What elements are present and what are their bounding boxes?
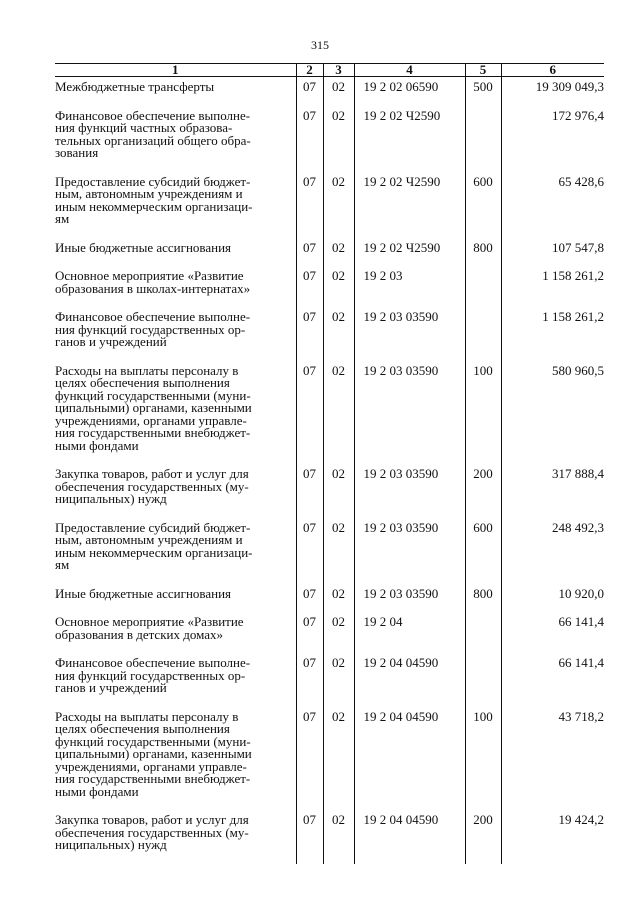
section-code: 07 <box>296 584 323 613</box>
target-article-code: 19 2 03 03590 <box>354 307 465 361</box>
budget-table <box>55 63 604 864</box>
section-code: 07 <box>296 307 323 361</box>
column-header: 4 <box>354 64 465 77</box>
expense-name: Иные бюджетные ассигнования <box>55 239 232 255</box>
expense-name: Основное мероприятие «Развитие образования в детских домах» <box>55 614 244 642</box>
expense-type-code: 500 <box>465 77 501 106</box>
page-number: 315 <box>311 38 329 52</box>
expense-name: Предоставление субсидий бюджет- ным, автономным учреждениям и иным некоммерческим организаци- ям <box>55 173 253 226</box>
subsection-code: 02 <box>323 106 354 172</box>
table-row <box>55 518 604 584</box>
subsection-code: 02 <box>323 361 354 465</box>
expense-type-code: 800 <box>465 584 501 613</box>
column-header: 1 <box>55 64 296 77</box>
section-code: 07 <box>296 518 323 584</box>
column-header: 3 <box>323 64 354 77</box>
table-row <box>55 172 604 238</box>
expense-type-code: 200 <box>465 464 501 518</box>
target-article-code: 19 2 03 03590 <box>354 464 465 518</box>
expense-name: Финансовое обеспечение выполне- ния функций государственных ор- ганов и учреждений <box>55 309 251 349</box>
table-row <box>55 266 604 307</box>
table-row <box>55 464 604 518</box>
amount: 248 492,3 <box>501 518 604 584</box>
amount: 43 718,2 <box>501 707 604 811</box>
expense-type-code <box>465 266 501 307</box>
expense-name: Иные бюджетные ассигнования <box>55 585 232 601</box>
target-article-code: 19 2 03 03590 <box>354 584 465 613</box>
expense-name: Межбюджетные трансферты <box>55 79 215 94</box>
expense-name: Предоставление субсидий бюджет- ным, автономным учреждениям и иным некоммерческим организаци- ям <box>55 519 253 572</box>
table-row <box>55 810 604 864</box>
target-article-code: 19 2 02 06590 <box>354 77 465 106</box>
subsection-code: 02 <box>323 518 354 584</box>
expense-type-code: 600 <box>465 172 501 238</box>
expense-name: Финансовое обеспечение выполне- ния функций частных образова- тельных организаций общего обра- зования <box>55 107 251 160</box>
amount: 65 428,6 <box>501 172 604 238</box>
amount: 1 158 261,2 <box>501 307 604 361</box>
header-row <box>55 64 604 77</box>
subsection-code: 02 <box>323 810 354 864</box>
target-article-code: 19 2 03 03590 <box>354 518 465 584</box>
table-row <box>55 653 604 707</box>
expense-name: Финансовое обеспечение выполне- ния функций государственных ор- ганов и учреждений <box>55 655 251 695</box>
table-row <box>55 361 604 465</box>
target-article-code: 19 2 03 <box>354 266 465 307</box>
target-article-code: 19 2 04 <box>354 612 465 653</box>
subsection-code: 02 <box>323 172 354 238</box>
amount: 580 960,5 <box>501 361 604 465</box>
expense-type-code: 800 <box>465 238 501 267</box>
subsection-code: 02 <box>323 307 354 361</box>
table-row <box>55 106 604 172</box>
section-code: 07 <box>296 361 323 465</box>
subsection-code: 02 <box>323 653 354 707</box>
amount: 19 424,2 <box>501 810 604 864</box>
expense-type-code: 200 <box>465 810 501 864</box>
subsection-code: 02 <box>323 584 354 613</box>
amount: 10 920,0 <box>501 584 604 613</box>
expense-name: Закупка товаров, работ и услуг для обеспечения государственных (му- ниципальных) нужд <box>55 812 249 852</box>
amount: 66 141,4 <box>501 653 604 707</box>
amount: 172 976,4 <box>501 106 604 172</box>
expense-type-code <box>465 106 501 172</box>
amount: 19 309 049,3 <box>501 77 604 106</box>
target-article-code: 19 2 04 04590 <box>354 653 465 707</box>
column-header: 5 <box>465 64 501 77</box>
target-article-code: 19 2 04 04590 <box>354 810 465 864</box>
table-row <box>55 707 604 811</box>
subsection-code: 02 <box>323 238 354 267</box>
section-code: 07 <box>296 266 323 307</box>
table-row <box>55 584 604 613</box>
expense-type-code <box>465 653 501 707</box>
table-row <box>55 238 604 267</box>
amount: 66 141,4 <box>501 612 604 653</box>
expense-type-code <box>465 307 501 361</box>
section-code: 07 <box>296 77 323 106</box>
expense-type-code: 600 <box>465 518 501 584</box>
section-code: 07 <box>296 106 323 172</box>
target-article-code: 19 2 02 Ч2590 <box>354 172 465 238</box>
subsection-code: 02 <box>323 612 354 653</box>
expense-name: Расходы на выплаты персоналу в целях обеспечения выполнения функций государственными (муни- ципальными) органами, казенными учреждениями, органами управле- ния государственными внебюджет- ными фондами <box>55 362 252 453</box>
subsection-code: 02 <box>323 266 354 307</box>
table-row <box>55 77 604 106</box>
target-article-code: 19 2 02 Ч2590 <box>354 238 465 267</box>
subsection-code: 02 <box>323 77 354 106</box>
section-code: 07 <box>296 653 323 707</box>
amount: 107 547,8 <box>501 238 604 267</box>
table-body <box>55 77 604 864</box>
table-row <box>55 612 604 653</box>
table-row <box>55 307 604 361</box>
target-article-code: 19 2 02 Ч2590 <box>354 106 465 172</box>
expense-name: Закупка товаров, работ и услуг для обеспечения государственных (му- ниципальных) нужд <box>55 466 249 506</box>
expense-type-code: 100 <box>465 361 501 465</box>
section-code: 07 <box>296 707 323 811</box>
expense-name: Основное мероприятие «Развитие образования в школах-интернатах» <box>55 268 251 296</box>
section-code: 07 <box>296 464 323 518</box>
section-code: 07 <box>296 172 323 238</box>
section-code: 07 <box>296 238 323 267</box>
expense-type-code <box>465 612 501 653</box>
subsection-code: 02 <box>323 707 354 811</box>
amount: 317 888,4 <box>501 464 604 518</box>
column-header: 2 <box>296 64 323 77</box>
section-code: 07 <box>296 810 323 864</box>
section-code: 07 <box>296 612 323 653</box>
column-header: 6 <box>501 64 604 77</box>
amount: 1 158 261,2 <box>501 266 604 307</box>
expense-name: Расходы на выплаты персоналу в целях обеспечения выполнения функций государственными (муни- ципальными) органами, казенными учреждениями, органами управле- ния государственными внебюджет- ными фондами <box>55 708 252 799</box>
expense-type-code: 100 <box>465 707 501 811</box>
target-article-code: 19 2 04 04590 <box>354 707 465 811</box>
target-article-code: 19 2 03 03590 <box>354 361 465 465</box>
subsection-code: 02 <box>323 464 354 518</box>
